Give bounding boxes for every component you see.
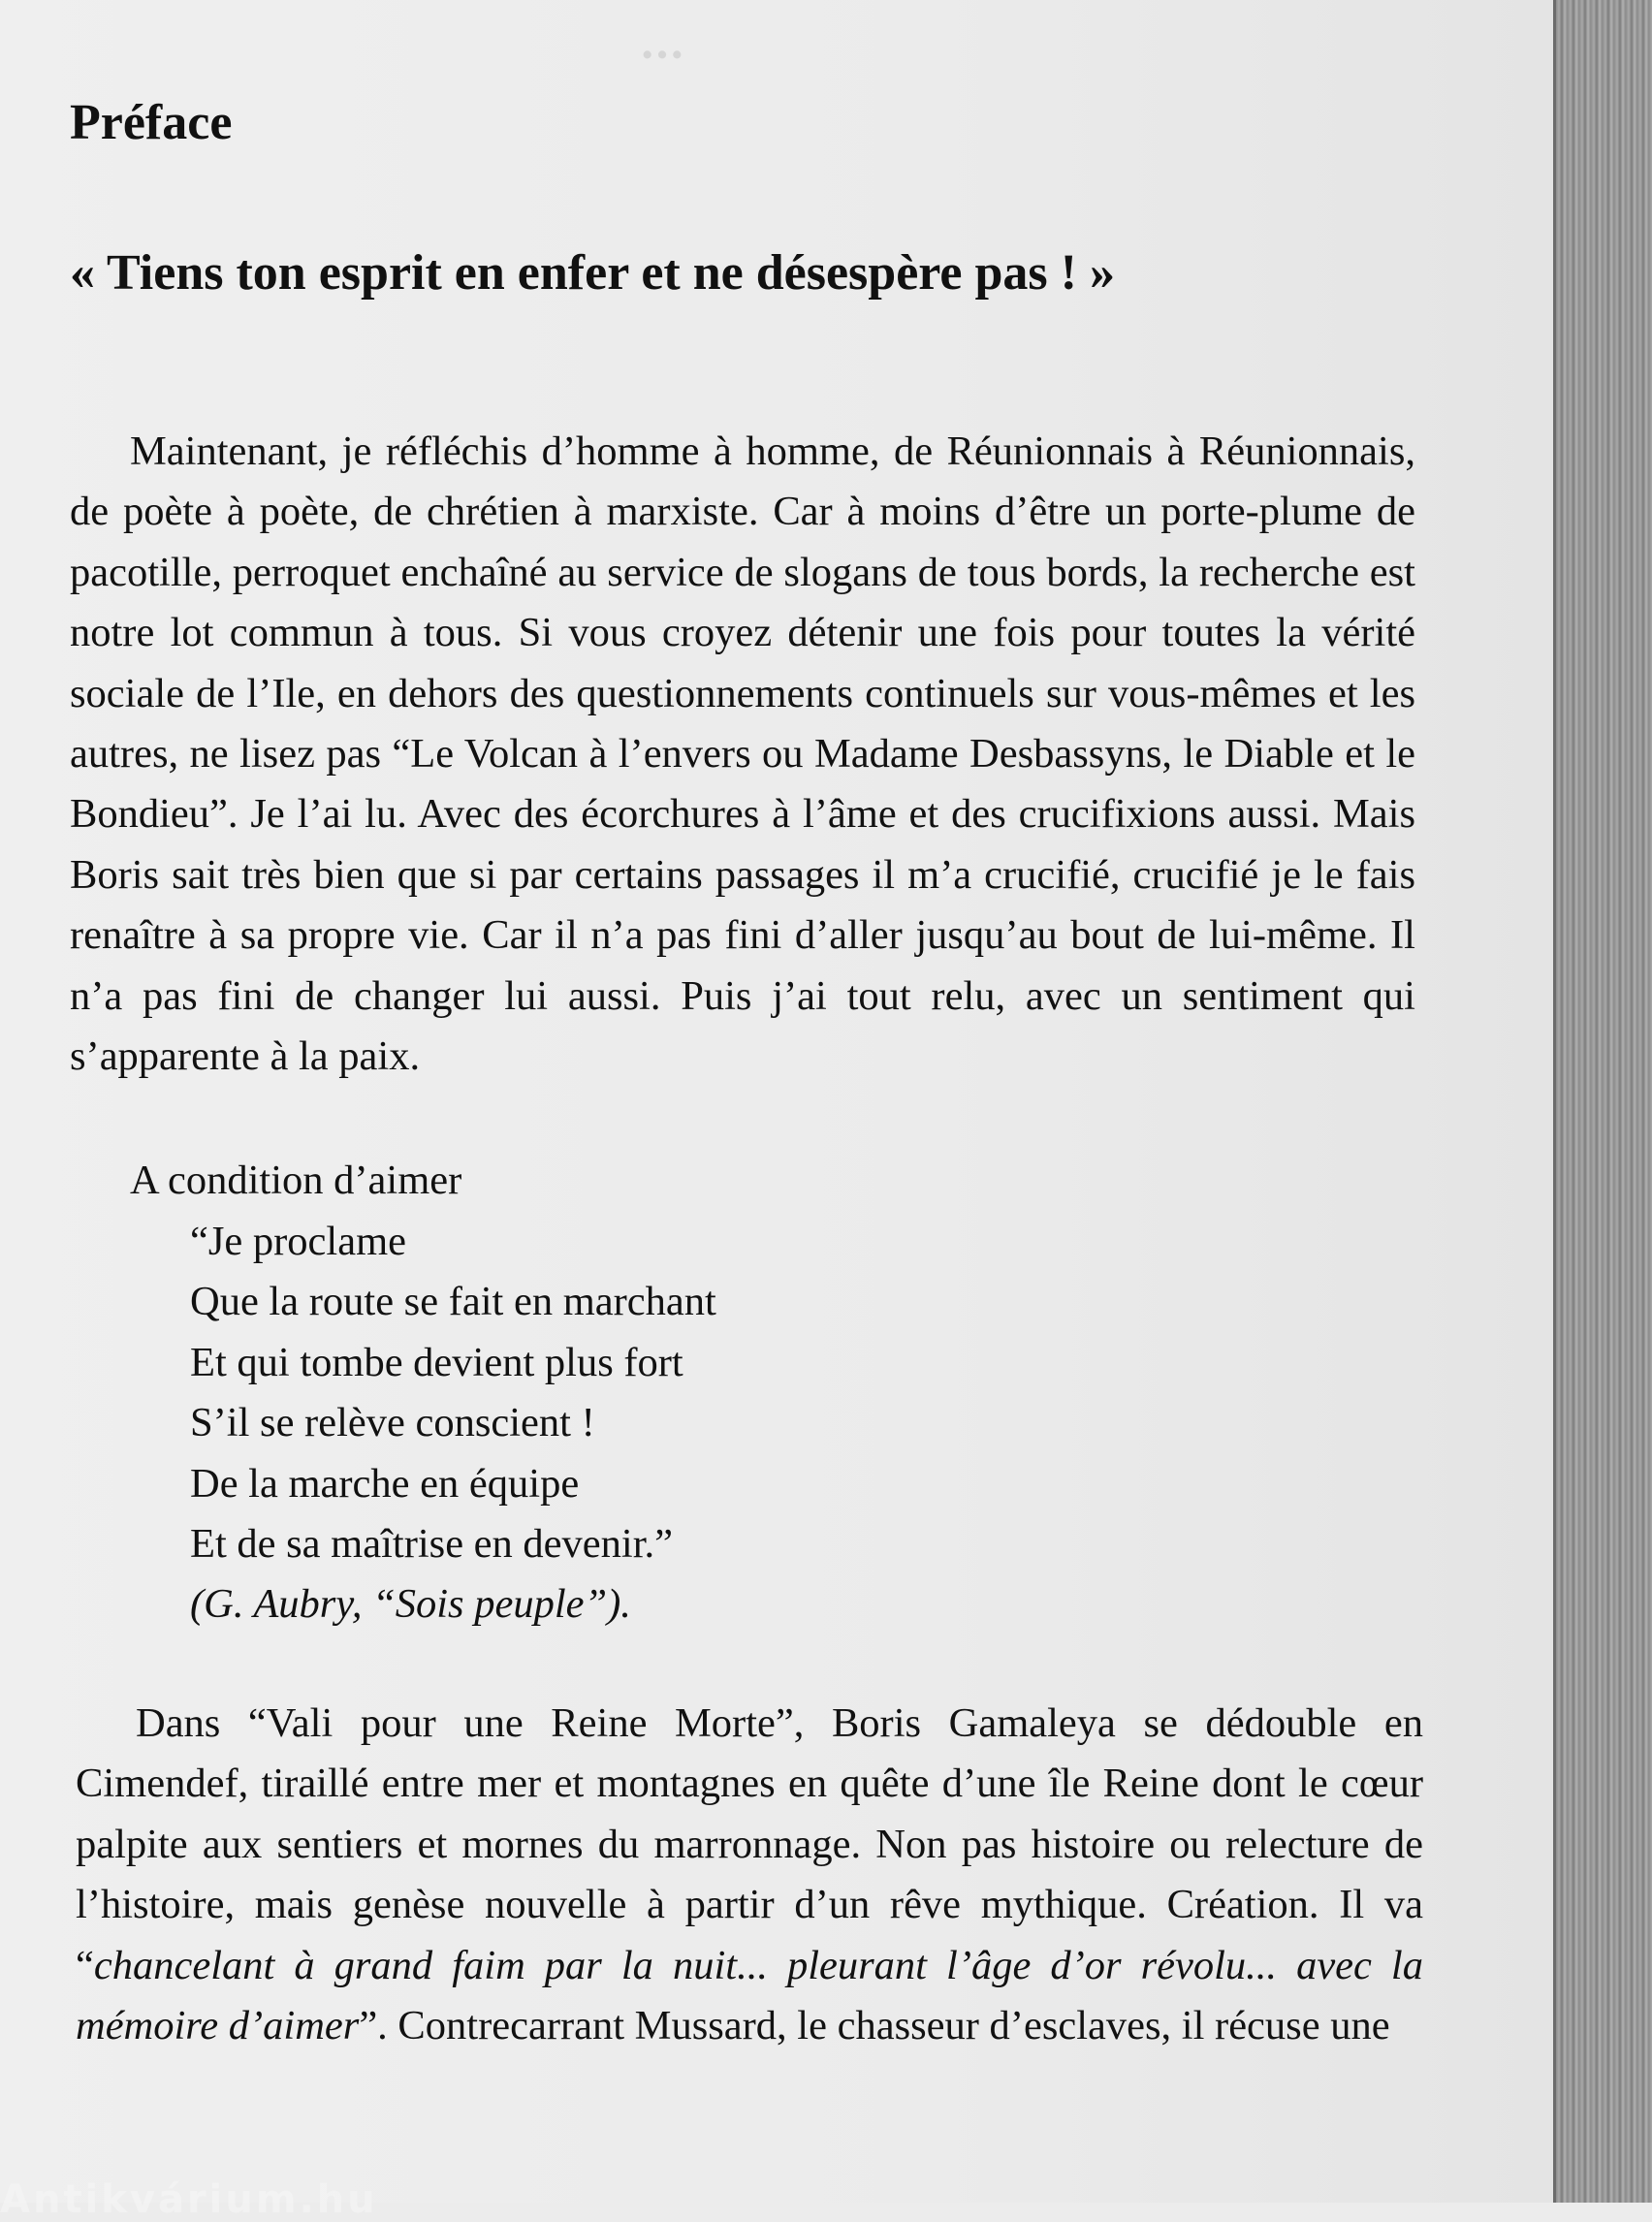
watermark-text: Antikvárium.hu [0, 2177, 378, 2222]
poem-line: S’il se relève conscient ! [190, 1400, 595, 1446]
paragraph-2 [76, 1694, 1423, 2056]
paragraph-1: Maintenant, je réfléchis d’homme à homme, de Réunionnais à Réunionnais, de poète à poète, de chrétien à marxiste. Car à moins d’être un porte-plume de pacotille, perroquet enchaîné au service de slogans de tous bords, la recherche est notre lot commun à tous. Si vous croyez détenir une fois pour toutes la vérité sociale de l’Ile, en dehors des questionnements continuels sur vous-mêmes et les autres, ne lisez pas “Le Volcan à l’envers ou Madame Desbassyns, le Diable et le Bondieu”. Je l’ai lu. Avec des écorchures à l’âme et des crucifixions aussi. Mais Boris sait très bien que si par certains passages il m’a crucifié, crucifié je le fais renaître à sa propre vie. Car il n’a pas fini d’aller jusqu’au bout de lui-même. Il n’a pas fini de changer lui aussi. Puis j’ai tout relu, avec un sentiment qui s’apparente à la paix. [70, 429, 1415, 1080]
quote-intro: A condition d’aimer [130, 1158, 462, 1203]
page-heading: Préface [70, 95, 233, 150]
paragraph-2-text: Dans “Vali pour une Reine Morte”, Boris Gamaleya se dédouble en Cimendef, tiraillé entre mer et montagnes en quête d’une île Reine dont le cœur palpite aux sentiers et mornes du marronnage. Non pas histoire ou relecture de l’histoire, mais genèse nouvelle à partir d’un rêve mythique. Création. Il va “ [76, 1700, 1423, 1988]
page-content [70, 89, 1423, 2049]
book-page-edges [1553, 0, 1652, 2203]
poem-line: Et qui tombe devient plus fort [190, 1339, 683, 1385]
poem-line: Que la route se fait en marchant [190, 1279, 716, 1325]
page-subtitle: « Tiens ton esprit en enfer et ne désespère pas ! » [70, 245, 1115, 301]
poem-citation: (G. Aubry, “Sois peuple”). [190, 1581, 631, 1628]
show-through-text: ... [640, 19, 684, 69]
poem-quote [190, 1212, 716, 1635]
poem-line: Et de sa maîtrise en devenir.” [190, 1521, 674, 1568]
poem-line: De la marche en équipe [190, 1460, 580, 1507]
paragraph-2-text-end: ”. Contrecarrant Mussard, le chasseur d’esclaves, il récuse une [359, 2003, 1390, 2049]
poem-line: “Je proclame [190, 1219, 407, 1264]
paragraph-2-italic-quote: chancelant à grand faim par la nuit... pleurant l’âge d’or révolu... avec la mémoire d’aimer [76, 1942, 1423, 2049]
